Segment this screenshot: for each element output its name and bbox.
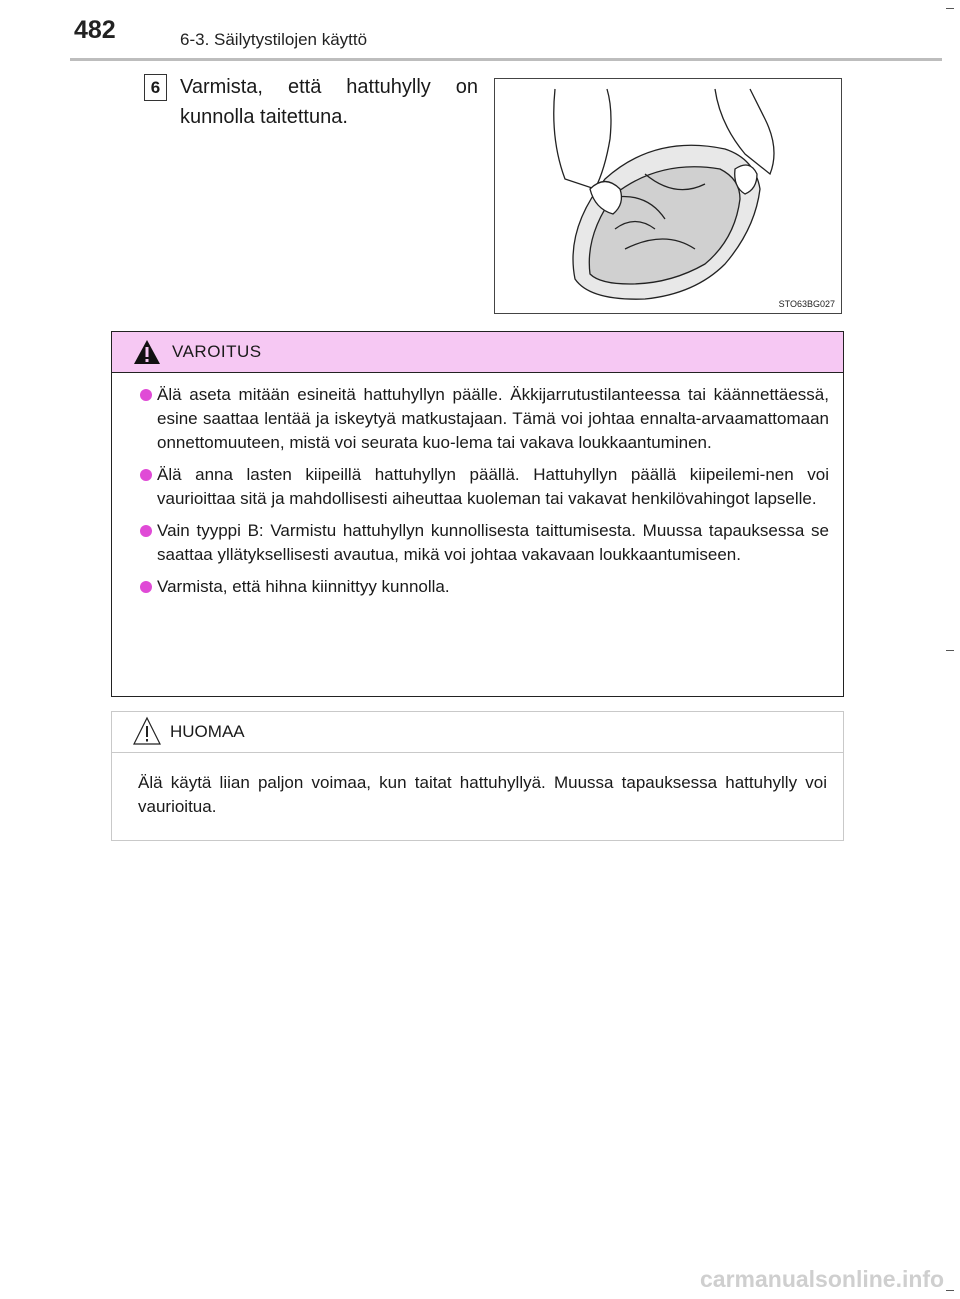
warning-item-text: Varmista, että hihna kiinnittyy kunnolla. bbox=[157, 577, 450, 596]
header-divider bbox=[70, 58, 942, 61]
bullet-icon bbox=[140, 581, 152, 593]
list-item bbox=[140, 519, 829, 567]
notice-header bbox=[112, 712, 843, 753]
bullet-icon bbox=[140, 525, 152, 537]
warning-box bbox=[111, 331, 844, 697]
list-item bbox=[140, 383, 829, 455]
notice-title: HUOMAA bbox=[170, 722, 245, 741]
crop-mark bbox=[946, 8, 954, 9]
step-instruction: Varmista, että hattuhylly on kunnolla taitettuna. bbox=[180, 76, 478, 128]
notice-box bbox=[111, 711, 844, 841]
warning-header bbox=[112, 332, 843, 373]
page-number: 482 bbox=[74, 16, 116, 44]
bullet-icon bbox=[140, 389, 152, 401]
section-title: 6-3. Säilytystilojen käyttö bbox=[180, 30, 368, 49]
warning-item-text: Älä aseta mitään esineitä hattuhyllyn päälle. Äkkijarrutustilanteessa tai käännettäessä, esine saattaa lentää ja iskeytyä matkustajaan. Tämä voi johtaa ennalta-arvaamattomaan onnettomuuteen, mistä voi seurata kuo-lema tai vakava loukkaantuminen. bbox=[157, 385, 829, 452]
folding-illustration bbox=[494, 78, 842, 314]
list-item bbox=[140, 463, 829, 511]
warning-title: VAROITUS bbox=[172, 342, 262, 361]
hat-shelf-folding-drawing bbox=[495, 79, 841, 313]
notice-text: Älä käytä liian paljon voimaa, kun taitat hattuhyllyä. Muussa tapauksessa hattuhylly voi vaurioitua. bbox=[138, 773, 827, 816]
warning-item-text: Älä anna lasten kiipeillä hattuhyllyn päällä. Hattuhyllyn päällä kiipeilemi-nen voi vaurioittaa sitä ja mahdollisesti aiheuttaa kuoleman tai vakavat henkilövahingot lapselle. bbox=[157, 465, 829, 508]
warning-triangle-icon bbox=[132, 338, 162, 366]
caution-triangle-icon bbox=[132, 716, 162, 746]
list-item bbox=[140, 575, 829, 599]
warning-item-text: Vain tyyppi B: Varmistu hattuhyllyn kunnollisesta taittumisesta. Muussa tapauksessa se saattaa yllätyksellisesti avautua, mikä voi johtaa vakavaan loukkaantumiseen. bbox=[157, 521, 829, 564]
warning-list bbox=[112, 373, 843, 599]
figure-code: STO63BG027 bbox=[778, 299, 835, 309]
crop-mark bbox=[946, 650, 954, 651]
watermark: carmanualsonline.info bbox=[700, 1266, 945, 1292]
crop-mark bbox=[946, 1290, 954, 1291]
bullet-icon bbox=[140, 469, 152, 481]
step-number: 6 bbox=[144, 74, 167, 101]
